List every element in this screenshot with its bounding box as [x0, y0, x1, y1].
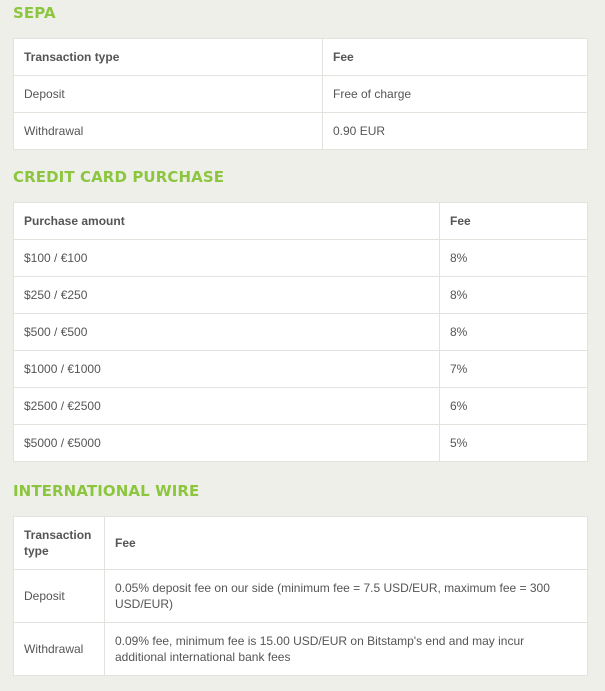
transaction-type-cell: Deposit: [14, 570, 105, 623]
table-row: [14, 240, 588, 277]
transaction-type-cell: Deposit: [14, 76, 323, 113]
fee-cell: 8%: [440, 314, 588, 351]
purchase-amount-cell: $100 / €100: [14, 240, 440, 277]
table-row: [14, 351, 588, 388]
international-wire-fee-table: [13, 516, 588, 676]
purchase-amount-cell: $2500 / €2500: [14, 388, 440, 425]
transaction-type-cell: Withdrawal: [14, 623, 105, 676]
column-header-transaction-type: Transaction type: [14, 517, 105, 570]
table-row: [14, 113, 588, 150]
fee-cell: 6%: [440, 388, 588, 425]
fee-cell: 0.05% deposit fee on our side (minimum fee = 7.5 USD/EUR, maximum fee = 300 USD/EUR): [105, 570, 588, 623]
table-header-row: [14, 203, 588, 240]
purchase-amount-cell: $5000 / €5000: [14, 425, 440, 462]
fee-cell: 8%: [440, 277, 588, 314]
purchase-amount-cell: $250 / €250: [14, 277, 440, 314]
table-row: [14, 425, 588, 462]
table-row: [14, 623, 588, 676]
table-row: [14, 314, 588, 351]
fee-cell: 0.90 EUR: [323, 113, 588, 150]
credit-card-purchase-title: CREDIT CARD PURCHASE: [13, 168, 225, 186]
purchase-amount-cell: $500 / €500: [14, 314, 440, 351]
column-header-transaction-type: Transaction type: [14, 39, 323, 76]
column-header-fee: Fee: [105, 517, 588, 570]
purchase-amount-cell: $1000 / €1000: [14, 351, 440, 388]
table-row: [14, 76, 588, 113]
transaction-type-cell: Withdrawal: [14, 113, 323, 150]
fee-cell: 8%: [440, 240, 588, 277]
sepa-fee-table: [13, 38, 588, 150]
table-row: [14, 277, 588, 314]
sepa-title: SEPA: [13, 4, 56, 22]
fee-cell: 5%: [440, 425, 588, 462]
table-row: [14, 570, 588, 623]
table-row: [14, 388, 588, 425]
fee-cell: 0.09% fee, minimum fee is 15.00 USD/EUR on Bitstamp's end and may incur additional international bank fees: [105, 623, 588, 676]
column-header-purchase-amount: Purchase amount: [14, 203, 440, 240]
table-header-row: [14, 517, 588, 570]
column-header-fee: Fee: [323, 39, 588, 76]
fee-cell: Free of charge: [323, 76, 588, 113]
table-header-row: [14, 39, 588, 76]
column-header-fee: Fee: [440, 203, 588, 240]
fee-cell: 7%: [440, 351, 588, 388]
credit-card-fee-table: [13, 202, 588, 462]
international-wire-title: INTERNATIONAL WIRE: [13, 482, 200, 500]
